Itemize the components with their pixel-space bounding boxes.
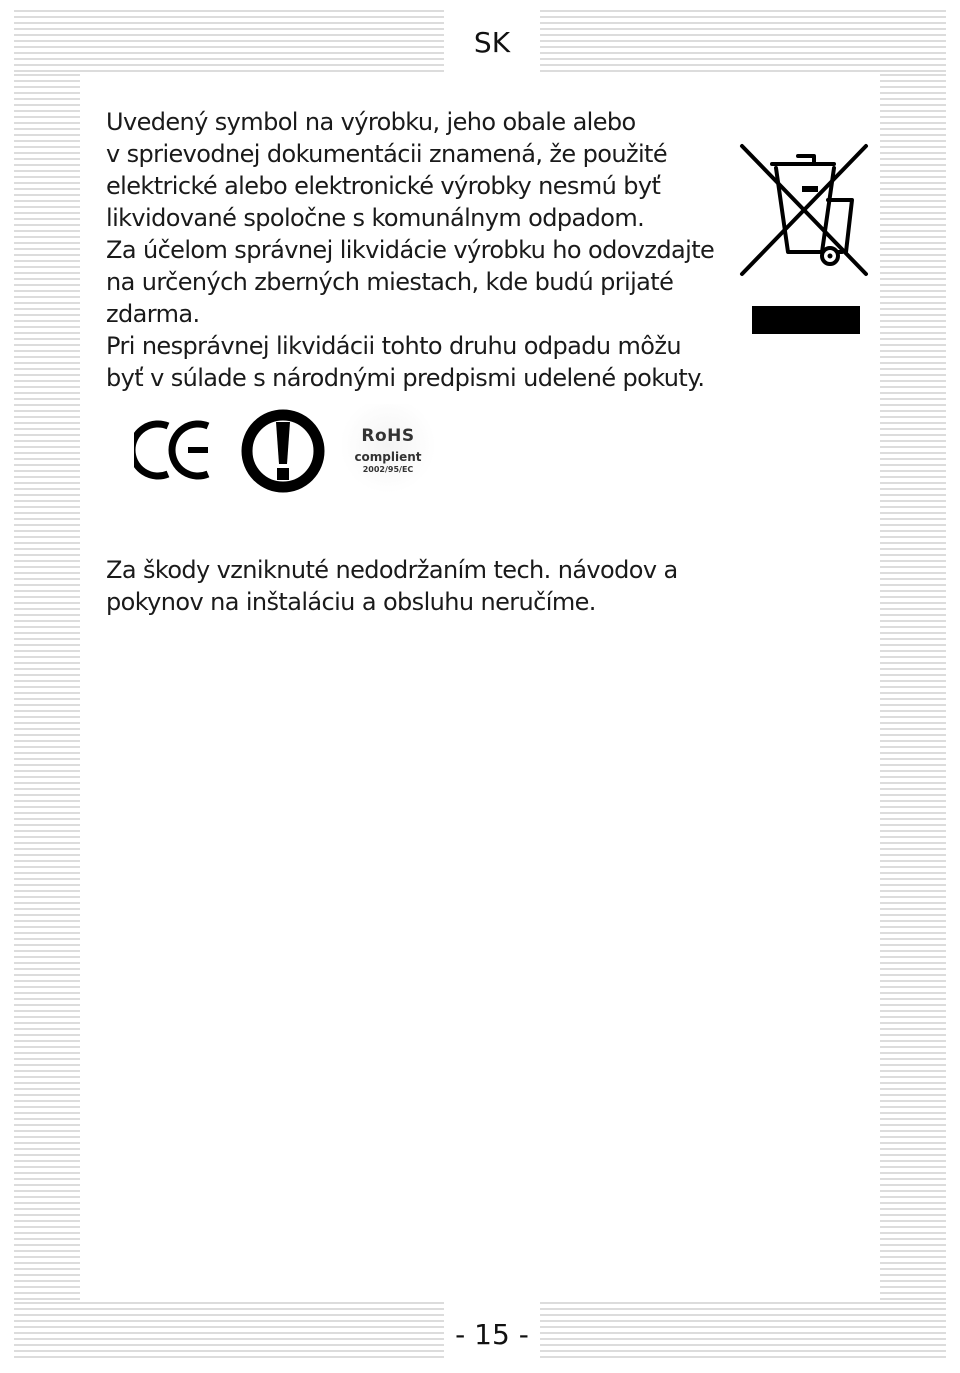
notice-line: Uvedený symbol na výrobku, jeho obale alebo xyxy=(106,108,636,136)
notice-line: Pri nesprávnej likvidácii tohto druhu odpadu môžu xyxy=(106,332,681,360)
right-stripe-border xyxy=(880,74,946,1302)
notice-line: likvidované spoločne s komunálnym odpadom. xyxy=(106,204,645,232)
page-number: - 15 - xyxy=(455,1318,529,1351)
crossed-out-wheelie-bin-icon xyxy=(738,140,872,280)
bottom-stripe-border-right xyxy=(540,1302,946,1362)
exclamation-circle-icon xyxy=(240,408,326,494)
rohs-subtitle: complient xyxy=(354,450,422,464)
rohs-compliance-badge xyxy=(342,404,434,496)
rohs-title: RoHS xyxy=(361,426,415,446)
notice-line: na určených zberných miestach, kde budú prijaté xyxy=(106,268,674,296)
disclaimer-line: pokynov na inštaláciu a obsluhu neručíme. xyxy=(106,588,596,616)
ce-mark-icon xyxy=(134,418,214,482)
notice-line: v sprievodnej dokumentácii znamená, že použité xyxy=(106,140,667,168)
weee-black-bar xyxy=(752,306,860,334)
top-stripe-border-left xyxy=(14,10,444,74)
top-stripe-border-right xyxy=(540,10,946,74)
notice-line: byť v súlade s národnými predpismi udelené pokuty. xyxy=(106,364,705,392)
liability-disclaimer xyxy=(106,554,746,618)
notice-line: Za účelom správnej likvidácie výrobku ho odovzdajte xyxy=(106,236,715,264)
weee-notice-text xyxy=(106,106,746,394)
disclaimer-line: Za škody vzniknuté nedodržaním tech. návodov a xyxy=(106,556,678,584)
rohs-directive: 2002/95/EC xyxy=(362,465,414,474)
notice-line: zdarma. xyxy=(106,300,200,328)
notice-line: elektrické alebo elektronické výrobky nesmú byť xyxy=(106,172,661,200)
language-code: SK xyxy=(473,26,511,59)
bottom-stripe-border-left xyxy=(14,1302,444,1362)
left-stripe-border xyxy=(14,74,80,1302)
